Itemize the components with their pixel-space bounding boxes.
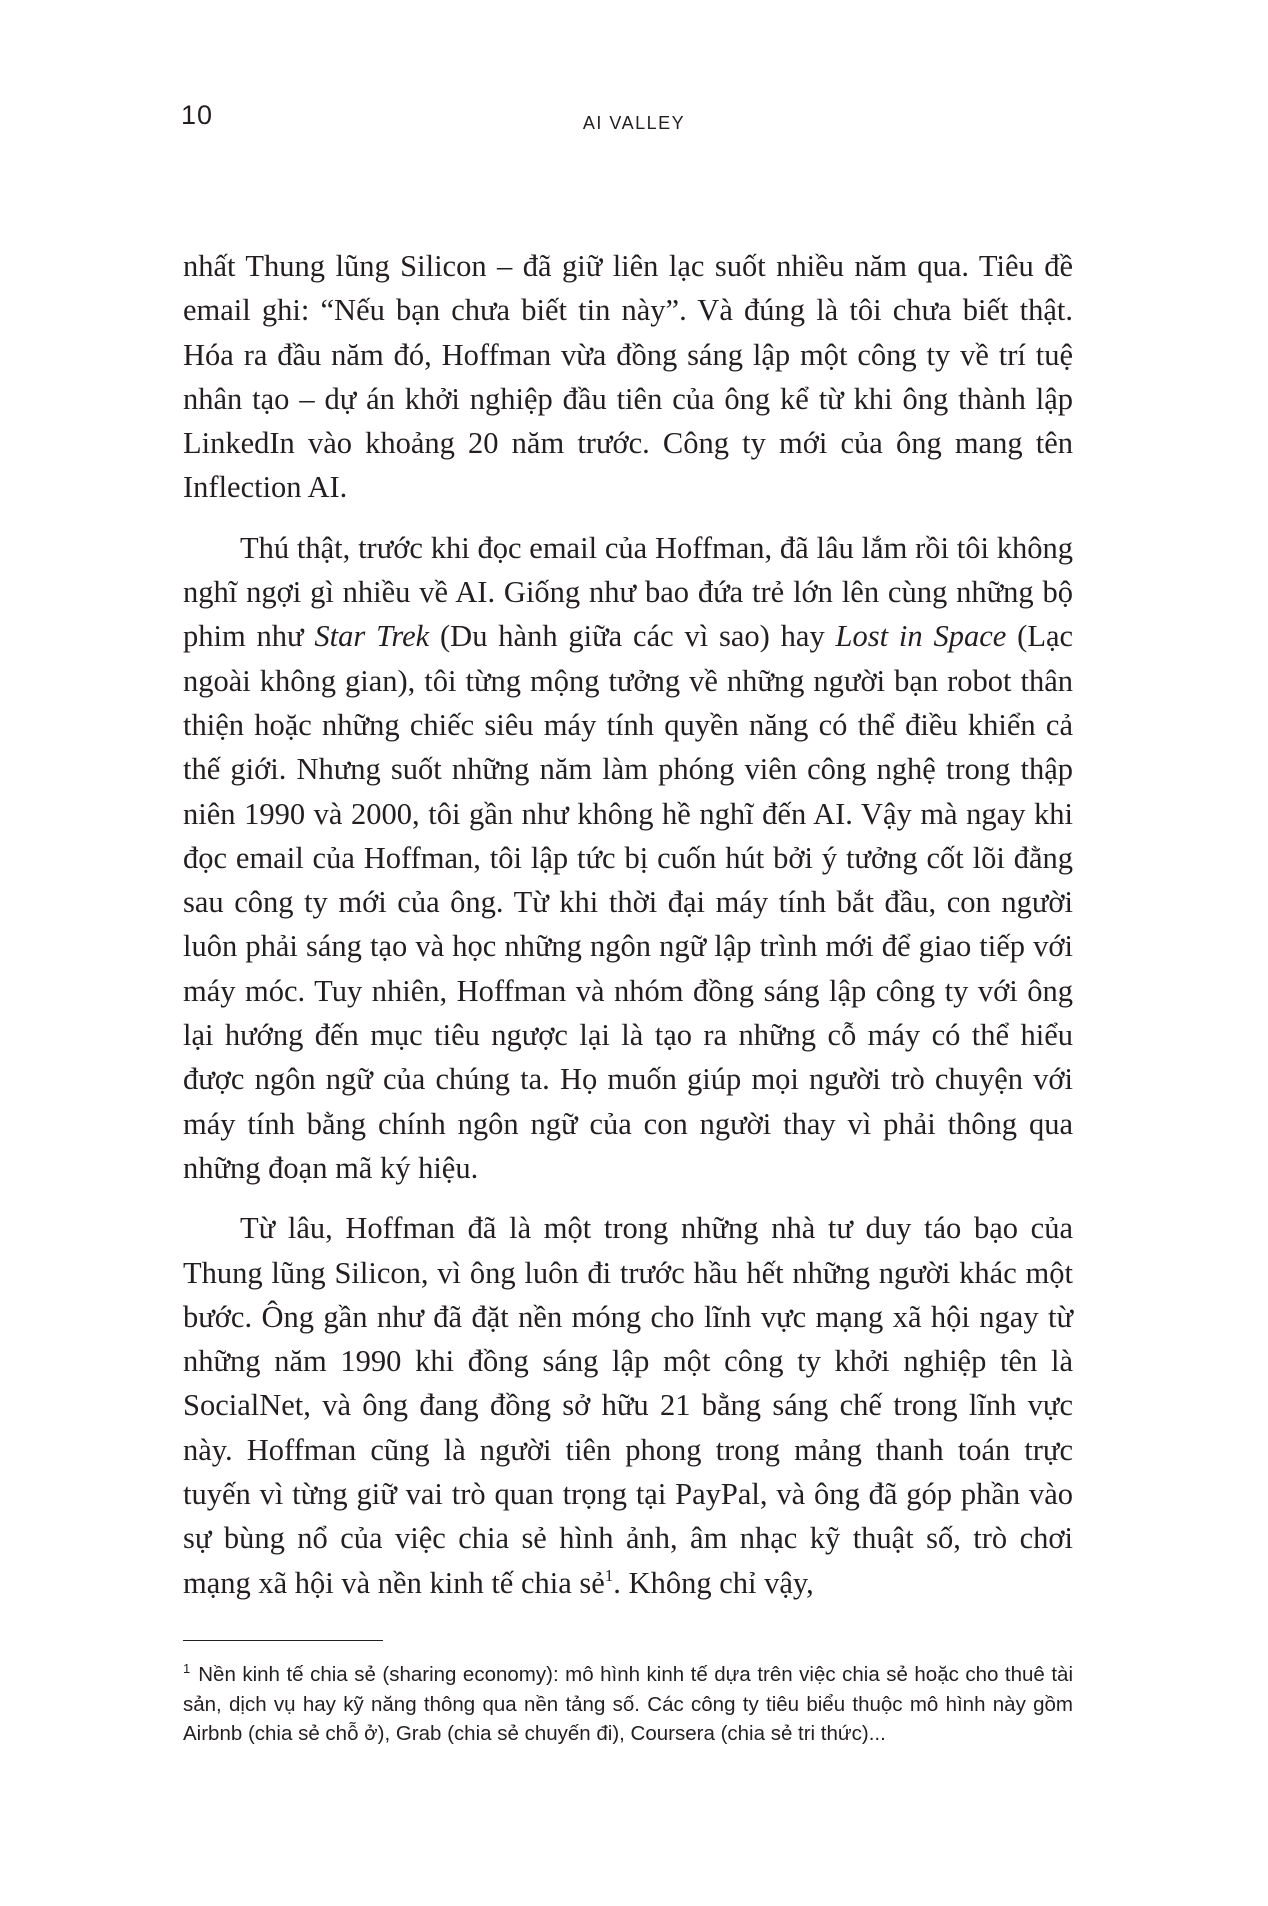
paragraph-3-text: Từ lâu, Hoffman đã là một trong những nhà tư duy táo bạo của Thung lũng Silicon, vì ông luôn đi trước hầu hết những người khác một bước. Ông gần như đã đặt nền móng cho lĩnh vực mạng xã hội ngay từ những năm 1990 khi đồng sáng lập một công ty khởi nghiệp tên là SocialNet, và ông đang đồng sở hữu 21 bằng sáng chế trong lĩnh vực này. Hoffman cũng là người tiên phong trong mảng thanh toán trực tuyến vì từng giữ vai trò quan trọng tại PayPal, và ông đã góp phần vào sự bùng nổ của việc chia sẻ hình ảnh, âm nhạc kỹ thuật số, trò chơi mạng xã hội và nền kinh tế chia sẻ (183, 1211, 1073, 1600)
film-title-star-trek: Star Trek (314, 619, 430, 654)
footnote-reference: 1 (604, 1565, 614, 1585)
footnote-marker: 1 (183, 1661, 191, 1676)
film-title-lost-in-space: Lost in Space (835, 619, 1007, 654)
paragraph-3-tail: . Không chỉ vậy, (613, 1565, 814, 1600)
footnote-text: Nền kinh tế chia sẻ (sharing economy): mô hình kinh tế dựa trên việc chia sẻ hoặc cho thuê tài sản, dịch vụ hay kỹ năng thông qua nền tảng số. Các công ty tiêu biểu thuộc mô hình này gồm Airbnb (chia sẻ chỗ ở), Grab (chia sẻ chuyến đi), Coursera (chia sẻ tri thức)... (183, 1663, 1073, 1745)
paragraph-1: nhất Thung lũng Silicon – đã giữ liên lạc suốt nhiều năm qua. Tiêu đề email ghi: “Nếu bạn chưa biết tin này”. Và đúng là tôi chưa biết thật. Hóa ra đầu năm đó, Hoffman vừa đồng sáng lập một công ty về trí tuệ nhân tạo – dự án khởi nghiệp đầu tiên của ông kể từ khi ông thành lập LinkedIn vào khoảng 20 năm trước. Công ty mới của ông mang tên Inflection AI. (183, 249, 1073, 505)
paragraph-2-text-3: (Lạc ngoài không gian), tôi từng mộng tưởng về những người bạn robot thân thiện hoặc những chiếc siêu máy tính quyền năng có thể điều khiển cả thế giới. Nhưng suốt những năm làm phóng viên công nghệ trong thập niên 1990 và 2000, tôi gần như không hề nghĩ đến AI. Vậy mà ngay khi đọc email của Hoffman, tôi lập tức bị cuốn hút bởi ý tưởng cốt lõi đằng sau công ty mới của ông. Từ khi thời đại máy tính bắt đầu, con người luôn phải sáng tạo và học những ngôn ngữ lập trình mới để giao tiếp với máy móc. Tuy nhiên, Hoffman và nhóm đồng sáng lập công ty với ông lại hướng đến mục tiêu ngược lại là tạo ra những cỗ máy có thể hiểu được ngôn ngữ của chúng ta. Họ muốn giúp mọi người trò chuyện với máy tính bằng chính ngôn ngữ của con người thay vì phải thông qua những đoạn mã ký hiệu. (183, 619, 1074, 1185)
body-text (183, 244, 1073, 1621)
page-number: 10 (181, 100, 214, 130)
paragraph-2-text-1: Thú thật, trước khi đọc email của Hoffman, đã lâu lắm rồi tôi không nghĩ ngợi gì nhiều về AI. Giống như bao đứa trẻ lớn lên cùng những bộ phim như (183, 530, 1073, 654)
paragraph-2-text-2: (Du hành giữa các vì sao) hay (429, 619, 836, 654)
footnote-divider (183, 1640, 383, 1641)
running-head: AI VALLEY (582, 113, 686, 133)
paragraph-2 (183, 526, 1073, 1190)
paragraph-3 (183, 1206, 1073, 1605)
footnote (183, 1660, 1073, 1749)
